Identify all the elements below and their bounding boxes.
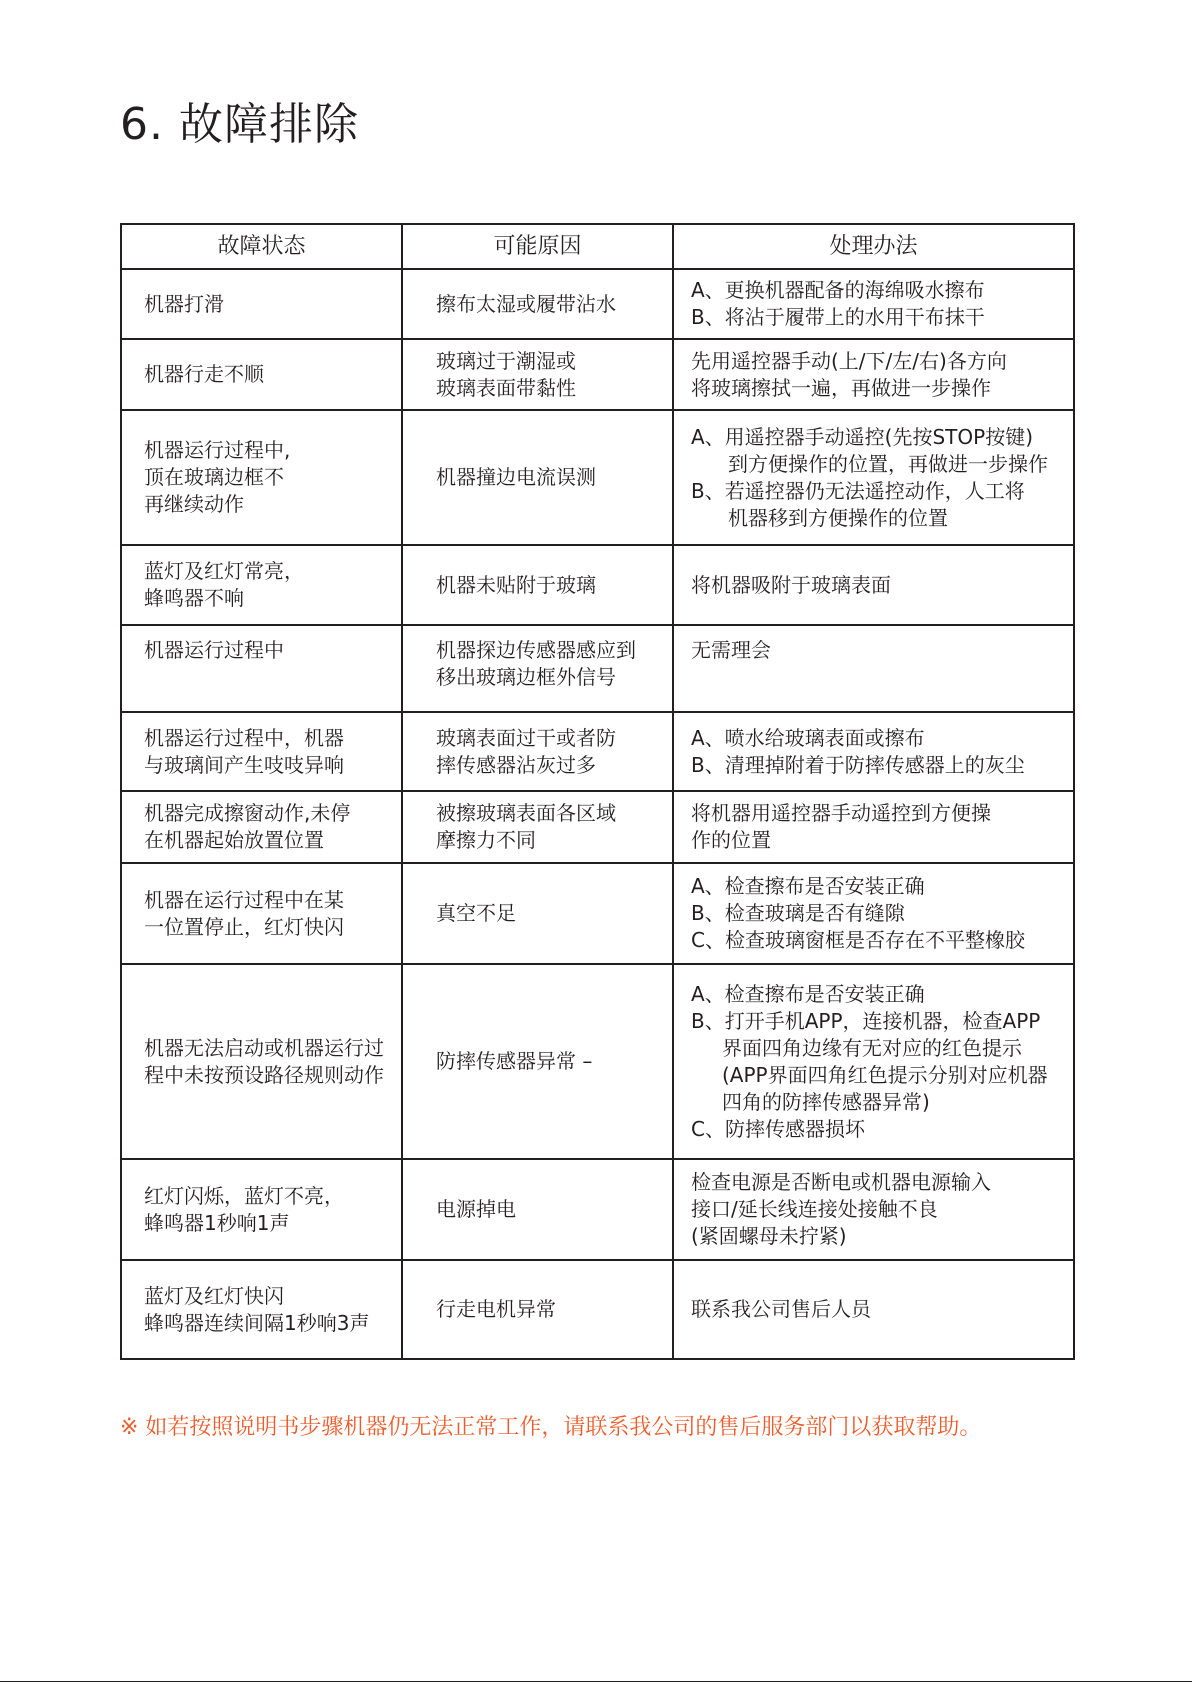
table-row (121, 712, 1074, 791)
solution-line: 机器移到方便操作的位置 (728, 505, 948, 530)
cause-line: 玻璃过于潮湿或 (436, 348, 576, 373)
solution-line: B、将沾于履带上的水用干布抹干 (691, 305, 985, 329)
table-row (121, 791, 1074, 863)
solution-line: A、用遥控器手动遥控(先按STOP按键) (691, 424, 1034, 449)
table-row (121, 863, 1074, 964)
table-row (121, 1159, 1074, 1260)
solution-line: B、清理掉附着于防摔传感器上的灰尘 (691, 752, 1025, 777)
status-line: 蓝灯及红灯常亮， (144, 559, 304, 583)
status-line: 与玻璃间产生吱吱异响 (144, 752, 344, 777)
solution-line: 作的位置 (691, 828, 771, 852)
status-line: 蓝灯及红灯快闪 (144, 1283, 284, 1308)
status-line: 红灯闪烁，蓝灯不亮， (144, 1183, 344, 1208)
cause-line: 玻璃表面过干或者防 (436, 725, 616, 750)
solution-line: A、检查擦布是否安装正确 (691, 981, 925, 1006)
solution-cell (673, 964, 1074, 1159)
cause-cell (402, 269, 673, 339)
status-line: 机器在运行过程中在某 (144, 887, 344, 912)
solution-line: 将玻璃擦拭一遍，再做进一步操作 (691, 375, 991, 400)
cause-cell (402, 863, 673, 964)
solution-line: 界面四角边缘有无对应的红色提示 (722, 1035, 1022, 1060)
cause-line: 移出玻璃边框外信号 (436, 665, 616, 689)
status-line: 顶在玻璃边框不 (144, 465, 284, 489)
fault-status-cell (121, 625, 402, 712)
status-line: 机器完成擦窗动作,未停 (144, 801, 351, 825)
solution-cell (673, 1260, 1074, 1359)
solution-line: 先用遥控器手动(上/下/左/右)各方向 (691, 348, 1007, 373)
fault-status-cell (121, 269, 402, 339)
header-solution: 处理办法 (673, 224, 1074, 269)
footer-note: ※ 如若按照说明书步骤机器仍无法正常工作，请联系我公司的售后服务部门以获取帮助。 (120, 1415, 982, 1440)
status-line: 机器行走不顺 (144, 362, 264, 386)
solution-cell (673, 545, 1074, 625)
fault-status-cell (121, 964, 402, 1159)
solution-line: B、打开手机APP，连接机器，检查APP (691, 1008, 1041, 1033)
header-possible-cause: 可能原因 (402, 224, 673, 269)
solution-line: 将机器吸附于玻璃表面 (691, 572, 891, 597)
table-row (121, 964, 1074, 1159)
solution-cell (673, 1159, 1074, 1260)
solution-line: 将机器用遥控器手动遥控到方便操 (691, 801, 991, 825)
table-row (121, 410, 1074, 545)
fault-status-cell (121, 863, 402, 964)
solution-line: B、若遥控器仍无法遥控动作，人工将 (691, 478, 1025, 503)
status-line: 蜂鸣器1秒响1声 (144, 1210, 290, 1235)
cause-cell (402, 410, 673, 545)
solution-line: C、防摔传感器损坏 (691, 1116, 865, 1141)
cause-line: 被擦玻璃表面各区域 (436, 801, 616, 825)
fault-status-cell (121, 410, 402, 545)
cause-line: 电源掉电 (436, 1197, 516, 1221)
table-row (121, 269, 1074, 339)
page-title: 6. 故障排除 (120, 99, 359, 150)
cause-cell (402, 1260, 673, 1359)
solution-line: A、检查擦布是否安装正确 (691, 874, 925, 898)
cause-line: 机器未贴附于玻璃 (436, 572, 596, 597)
table-row (121, 339, 1074, 410)
solution-cell (673, 712, 1074, 791)
cause-cell (402, 964, 673, 1159)
solution-line: 检查电源是否断电或机器电源输入 (691, 1170, 991, 1194)
fault-status-cell (121, 545, 402, 625)
solution-cell (673, 863, 1074, 964)
status-line: 机器无法启动或机器运行过 (144, 1035, 384, 1060)
fault-status-cell (121, 712, 402, 791)
status-line: 在机器起始放置位置 (144, 828, 324, 852)
status-line: 机器运行过程中 (144, 638, 284, 662)
bottom-rule (0, 1681, 1192, 1682)
status-line: 一位置停止，红灯快闪 (144, 914, 344, 939)
cause-line: 真空不足 (436, 901, 516, 925)
troubleshooting-table (120, 223, 1075, 1360)
cause-cell (402, 712, 673, 791)
solution-line: A、喷水给玻璃表面或擦布 (691, 725, 925, 750)
solution-line: 接口/延长线连接处接触不良 (691, 1197, 938, 1221)
cause-cell (402, 625, 673, 712)
cause-cell (402, 339, 673, 410)
cause-line: 摔传感器沾灰过多 (436, 752, 596, 777)
table-row (121, 625, 1074, 712)
cause-cell (402, 545, 673, 625)
solution-line: (APP界面四角红色提示分别对应机器 (722, 1062, 1048, 1087)
solution-cell (673, 625, 1074, 712)
status-line: 机器运行过程中, (144, 438, 291, 462)
status-line: 程中未按预设路径规则动作 (144, 1062, 384, 1087)
solution-line: 到方便操作的位置，再做进一步操作 (728, 451, 1048, 476)
cause-line: 玻璃表面带黏性 (436, 375, 576, 400)
status-line: 机器打滑 (144, 291, 224, 316)
fault-status-cell (121, 339, 402, 410)
solution-line: 联系我公司售后人员 (691, 1297, 871, 1321)
cause-cell (402, 791, 673, 863)
solution-line: B、检查玻璃是否有缝隙 (691, 901, 905, 925)
cause-line: 机器探边传感器感应到 (436, 638, 636, 662)
solution-cell (673, 410, 1074, 545)
status-line: 机器运行过程中，机器 (144, 725, 344, 750)
solution-cell (673, 269, 1074, 339)
header-fault-status: 故障状态 (121, 224, 402, 269)
status-line: 蜂鸣器不响 (144, 586, 244, 610)
cause-line: 机器撞边电流误测 (436, 465, 596, 489)
solution-line: (紧固螺母未拧紧) (691, 1224, 847, 1248)
solution-line: 无需理会 (691, 638, 771, 662)
cause-line: 摩擦力不同 (436, 828, 536, 852)
cause-line: 擦布太湿或履带沾水 (436, 291, 616, 316)
solution-line: 四角的防摔传感器异常) (722, 1089, 930, 1114)
solution-cell (673, 791, 1074, 863)
status-line: 再继续动作 (144, 492, 244, 516)
fault-status-cell (121, 1260, 402, 1359)
cause-line: 防摔传感器异常 – (436, 1049, 593, 1073)
fault-status-cell (121, 791, 402, 863)
table-row (121, 1260, 1074, 1359)
cause-line: 行走电机异常 (436, 1297, 556, 1321)
fault-status-cell (121, 1159, 402, 1260)
table-header-row (121, 224, 1074, 269)
cause-cell (402, 1159, 673, 1260)
table-row (121, 545, 1074, 625)
status-line: 蜂鸣器连续间隔1秒响3声 (144, 1310, 370, 1335)
solution-cell (673, 339, 1074, 410)
solution-line: A、更换机器配备的海绵吸水擦布 (691, 278, 985, 302)
solution-line: C、检查玻璃窗框是否存在不平整橡胶 (691, 928, 1025, 952)
